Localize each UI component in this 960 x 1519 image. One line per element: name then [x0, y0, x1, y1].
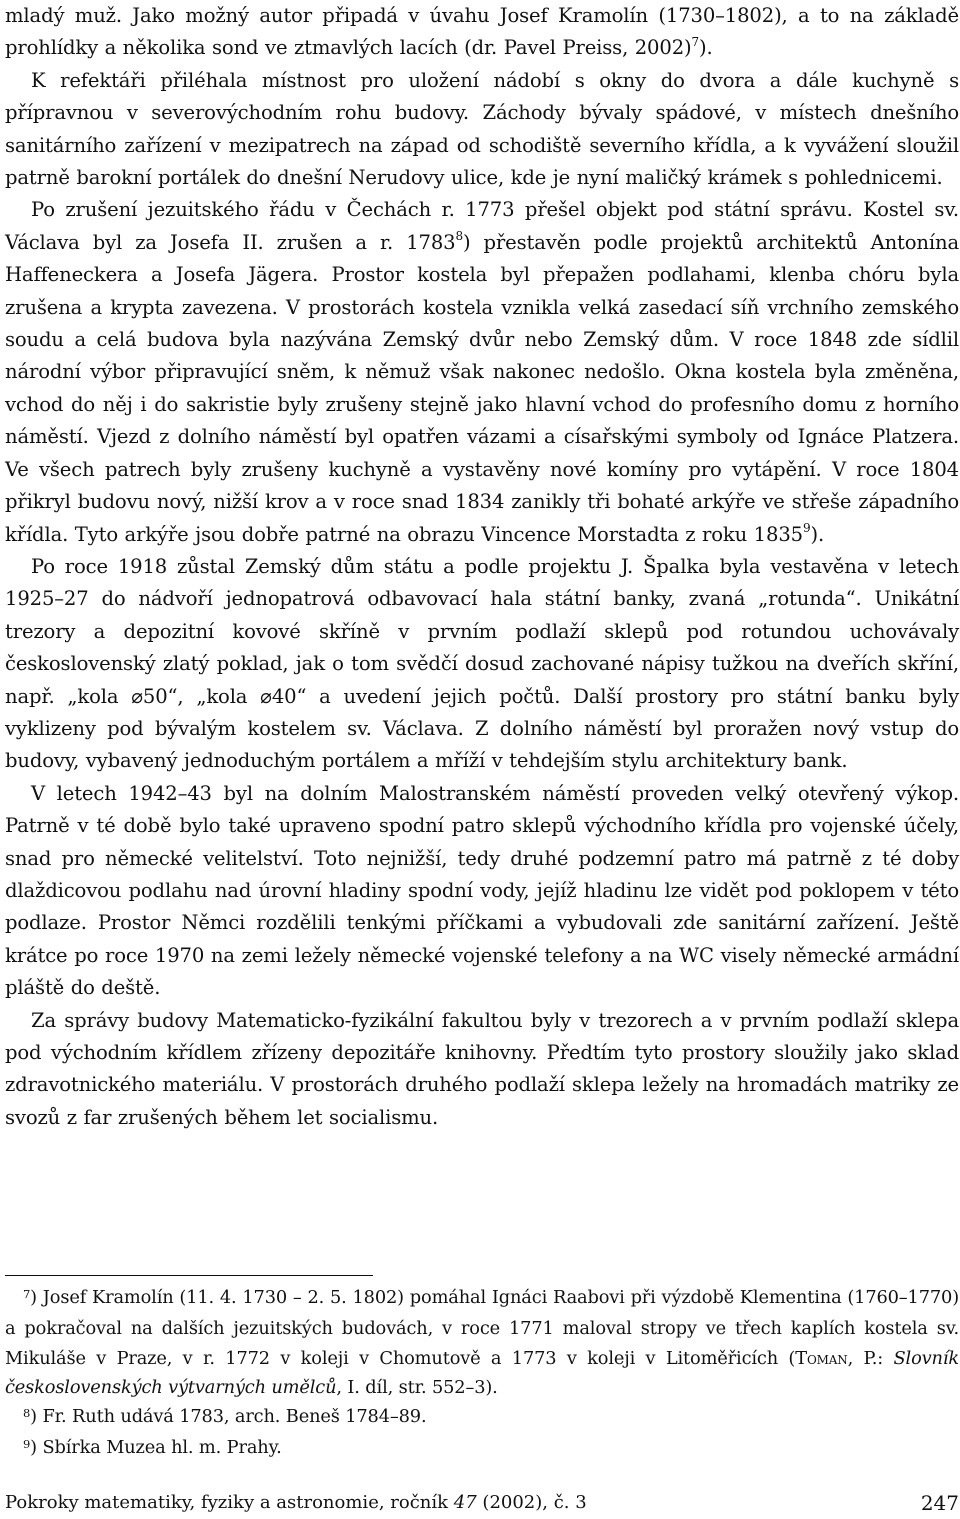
footnote-text: ) Sbírka Muzea hl. m. Prahy.	[30, 1437, 282, 1459]
footnote-ref-8[interactable]: 8	[455, 229, 463, 244]
footnote-mark: 7	[23, 1287, 31, 1301]
footnote-mark: 9	[23, 1437, 31, 1452]
footnote-ref-9[interactable]: 9	[802, 520, 811, 535]
paragraph-1-tail: ).	[699, 36, 713, 60]
page-footer	[5, 1487, 959, 1519]
paragraph-3-text: Po zrušení jezuitského řádu v Čechách r. 1773 přešel objekt pod státní správu. Kostel sv. Václava byl za Josefa II. zrušen a r. 1783	[5, 198, 959, 254]
footnote-7	[5, 1283, 959, 1402]
paragraph-3-mid: ) přestavěn podle projektů architektů Antonína Haffeneckera a Josefa Jägera. Prostor kostela byl přepažen podlahami, klenba chóru byla zrušena a krypta zavezena. V prostorách kostela vznikla velká zasedací síň vrchního zemského soudu a celá budova byla nazývána Zemský dvůr nebo Zemský dům. V roce 1848 zde sídlil národní výbor připravující sněm, k němuž však nakonec nedošlo. Okna kostela byla změněna, vchod do něj i do sakristie byly zrušeny stejně jako hlavní vchod do profesního domu z horního náměstí. Vjezd z dolního náměstí byl opatřen vázami a císařskými symboly od Ignáce Platzera. Ve všech patrech byly zrušeny kuchyně a vystavěny nové komíny pro vytápění. V roce 1804 přikryl budovu nový, nižší krov a v roce snad 1834 zanikly tři bohaté arkýře ve střeše západního křídla. Tyto arkýře jsou dobře patrné na obrazu Vincence Morstadta z roku 1835	[5, 230, 960, 546]
footnote-author: Toman	[795, 1347, 848, 1369]
article-body	[5, 0, 959, 1134]
footnote-title: Slovník československých výtvarných umělců	[5, 1347, 959, 1398]
footnote-9	[5, 1433, 959, 1464]
footnote-text: , P.:	[847, 1347, 894, 1369]
paragraph-5: V letech 1942–43 byl na dolním Malostranském náměstí proveden velký otevřený výkop. Patrně v té době bylo také upraveno spodní patro sklepů východního křídla pro vojenské účely, snad pro německé velitelství. Toto nejnižší, tedy druhé podzemní patro má patrně z té doby dlaždicovou podlahu nad úrovní hladiny spodní vody, jejíž hladinu lze vidět pod poklopem v této podlaze. Prostor Němci rozdělili tenkými příčkami a vybudovali zde sanitární zařízení. Ještě krátce po roce 1970 na zemi ležely německé vojenské telefony a na WC visely německé armádní pláště do deště.	[5, 781, 959, 1000]
paragraph-2: K refektáři přiléhala místnost pro uložení nádobí s okny do dvora a dále kuchyně s přípravnou v severovýchodním rohu budovy. Záchody bývaly spádové, v místech dnešního sanitárního zařízení v mezipatrech na západ od schodiště severního křídla, a k vyvážení sloužil patrně barokní portálek do dnešní Nerudovy ulice, kde je nyní maličký krámek s pohlednicemi.	[5, 68, 959, 190]
paragraph-3	[5, 194, 959, 550]
paragraph-4: Po roce 1918 zůstal Zemský dům státu a podle projektu J. Špalka byla vestavěna v letech 1925–27 do nádvoří jednopatrová odbavovací hala státní banky, zvaná „rotunda“. Unikátní trezory a depozitní kovové skříně v prvním podlaží sklepů pod rotundou uchovávaly československý zlatý poklad, jak o tom svědčí dosud zachované nápisy tužkou na dveřích skříní, např. „kola ⌀50“, „kola ⌀40“ a uvedení jejich počtů. Další prostory pro státní banku byly vyklizeny pod bývalým kostelem sv. Václava. Z dolního náměstí byl proražen nový vstup do budovy, vybavený jednoduchým portálem a mříží v tehdejším stylu architektury bank.	[5, 554, 959, 773]
journal-issue: (2002), č. 3	[476, 1492, 587, 1513]
journal-name: Pokroky matematiky, fyziky a astronomie, ročník	[5, 1492, 454, 1513]
footnote-divider	[5, 1275, 373, 1276]
paragraph-1	[5, 0, 959, 65]
footnote-mark: 8	[23, 1406, 31, 1421]
footnote-text: , I. díl, str. 552–3).	[336, 1376, 498, 1398]
footnotes	[5, 1283, 959, 1465]
footnote-text: ) Josef Kramolín (11. 4. 1730 – 2. 5. 1802) pomáhal Ignáci Raabovi při výzdobě Klementina (1760–1770) a pokračoval na dalších jezuitských budovách, v roce 1771 maloval stropy ve třech kaplích kostela sv. Mikuláše v Praze, v r. 1772 v koleji v Chomutově a 1773 v koleji v Litoměřicích (	[5, 1287, 959, 1369]
paragraph-1-text: mladý muž. Jako možný autor připadá v úvahu Josef Kramolín (1730–1802), a to na základě prohlídky a několika sond ve ztmavlých lacích (dr. Pavel Preiss, 2002)	[5, 4, 959, 60]
footnote-text: ) Fr. Ruth udává 1783, arch. Beneš 1784–89.	[30, 1406, 427, 1428]
paragraph-6: Za správy budovy Matematicko-fyzikální fakultou byly v trezorech a v prvním podlaží sklepa pod východním křídlem zřízeny depozitáře knihovny. Předtím tyto prostory sloužily jako sklad zdravotnického materiálu. V prostorách druhého podlaží sklepa ležely na hromadách matriky ze svozů z far zrušených během let socialismu.	[5, 1008, 959, 1129]
footnote-8	[5, 1402, 959, 1433]
footnote-ref-7[interactable]: 7	[691, 34, 699, 49]
journal-citation	[5, 1487, 587, 1519]
journal-volume: 47	[453, 1492, 477, 1513]
page-number: 247	[920, 1491, 959, 1515]
paragraph-3-tail: ).	[810, 522, 825, 546]
